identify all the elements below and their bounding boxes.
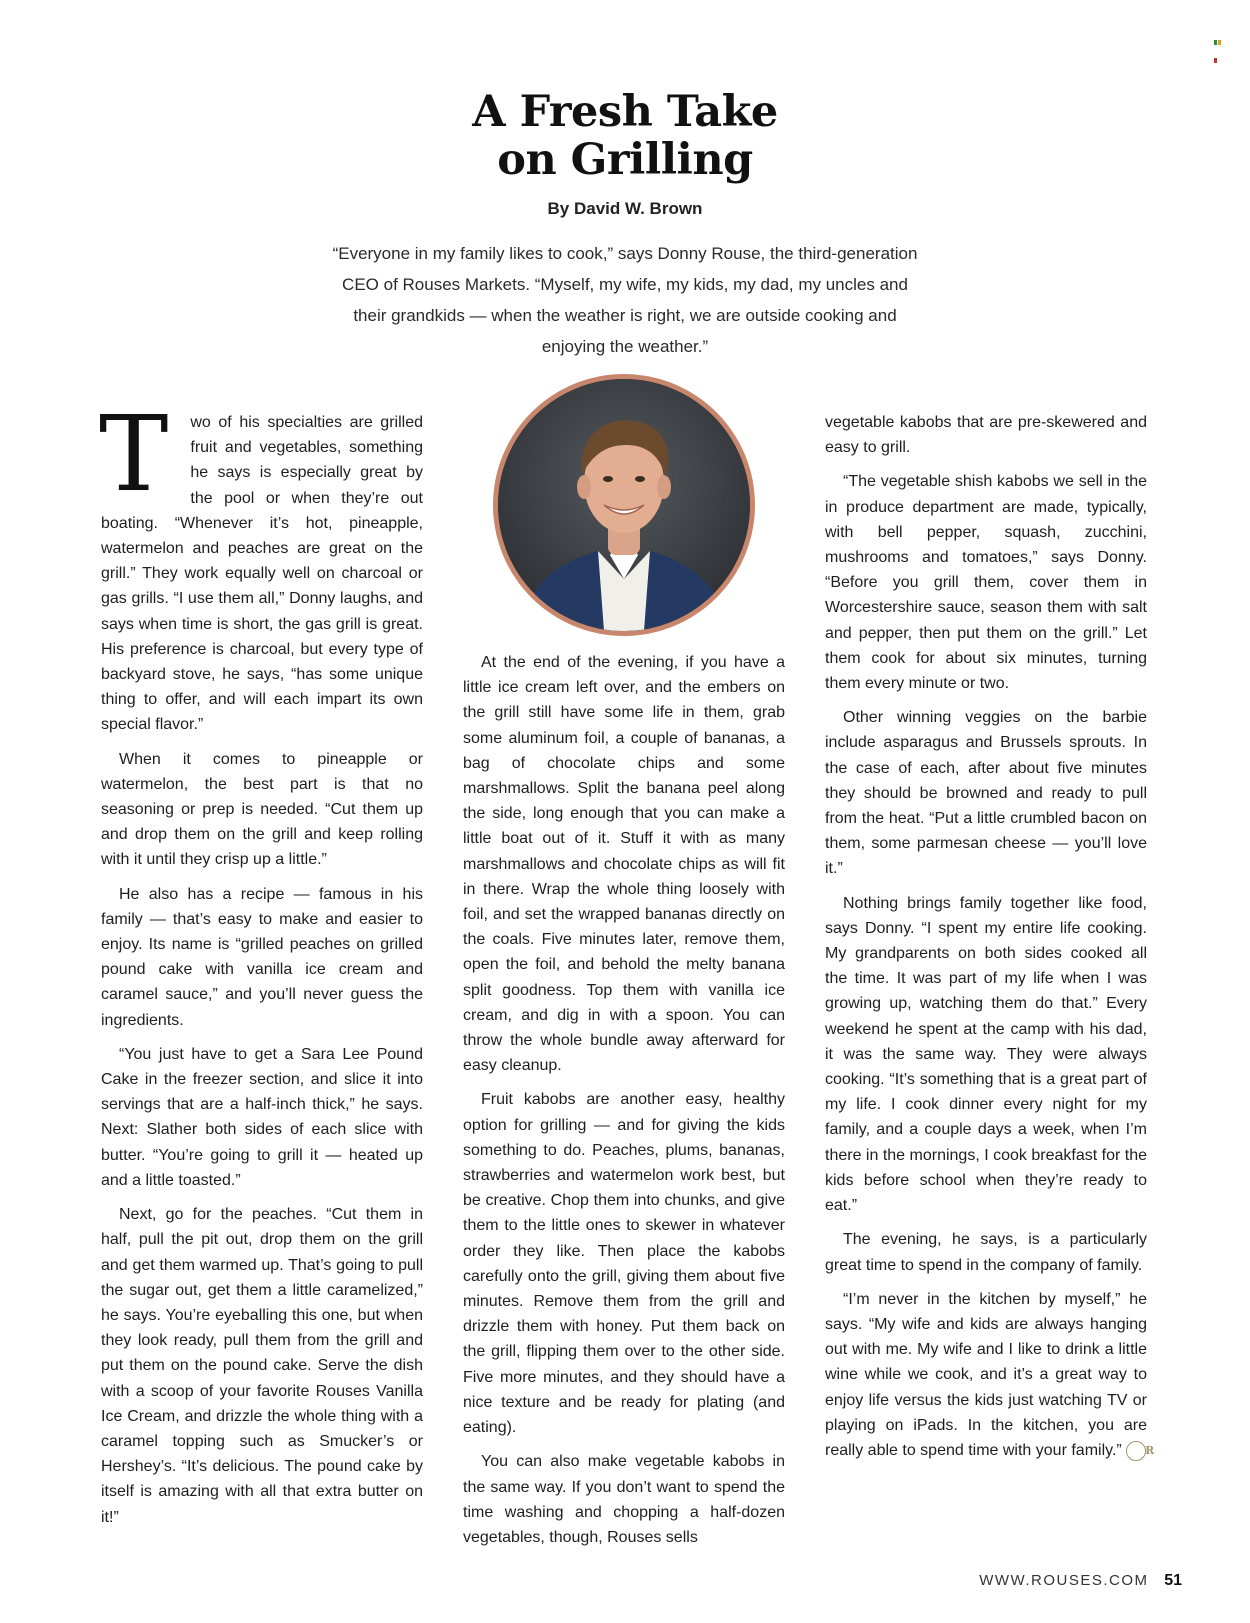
paragraph: “I’m never in the kitchen by myself,” he says. “My wife and kids are always hanging out with me. My wife and I like to drink a little wine while we cook, and it’s a great way to enjoy life versus the kids just watching TV or playing on iPads. In the kitchen, you are really able to spend time with your family.” R [825,1290,1155,1459]
footer-url: WWW.ROUSES.COM [979,1572,1149,1589]
page-number: 51 [1164,1572,1182,1589]
paragraph: At the end of the evening, if you have a little ice cream left over, and the embers on the grill still have some life in them, grab some aluminum foil, a couple of bananas, a bag of chocolate chips and some marshmallows. Split the banana peel along the side, long enough that you can make a little boat out of it. Stuff it with as many marshmallows and chocolate chips as will fit in there. Wrap the whole thing loosely with foil, and set the wrapped bananas directly on the coals. Five minutes later, remove them, open the foil, and behold the melty banana split goodness. Top them with vanilla ice cream, and dig in with a spoon. You can throw the whole bundle away afterward for easy cleanup. [463,654,785,1075]
paragraph: Nothing brings family together like food, says Donny. “I spent my entire life cooking. My grandparents on both sides cooked all the time. It was part of my life when I was growing up, watching them do that.” Every weekend he spent at the camp with his dad, it was the same way. They were always cooking. “It’s something that is a great part of my life. I cook dinner every night for my family, and a couple days a week, when I’m there in the mornings, I cook breakfast for the kids before school when they’re ready to eat.” [825,894,1147,1215]
corner-color-mark [1214,32,1224,38]
paragraph: “The vegetable shish kabobs we sell in the in produce department are made, typically, with bell pepper, squash, zucchini, mushrooms and tomatoes,” says Donny. “Before you grill them, cover them in Worcestershire sauce, season them with salt and pepper, then put them on the grill.” Let them cook for about six minutes, turning them every minute or two. [825,473,1147,693]
page-footer [979,1572,1182,1590]
article-title [0,88,1250,184]
column-2 [463,650,785,1559]
paragraph: When it comes to pineapple or watermelon, the best part is that no seasoning or prep is needed. “Cut them up and drop them on the grill and keep rolling with it until they crisp up a little.” [101,750,423,869]
column-3 [825,410,1155,1472]
portrait-photo-icon [498,379,750,631]
title-line-1: A Fresh Take [472,87,778,137]
drop-cap: T [99,393,169,515]
paragraph: T wo of his specialties are grilled fruit and vegetables, something he says is especially great by the pool or when they’re out boating. “Whenever it’s hot, pineapple, watermelon and peaches are great on the grill.” They work equally well on charcoal or gas grills. “I use them all,” Donny laughs, and says when time is short, the gas grill is great. His preference is charcoal, but every type of backyard stove, he says, “has some unique thing to offer, and will each impart its own special flavor.” [99,393,423,734]
paragraph: You can also make vegetable kabobs in the same way. If you don’t want to spend the time washing and chopping a half-dozen vegetables, though, Rouses sells [463,1453,785,1546]
paragraph: Fruit kabobs are another easy, healthy option for grilling — and for giving the kids something to do. Peaches, plums, bananas, strawberries and watermelon work best, but be creative. Chop them into chunks, and give them to the little ones to skewer in whatever order they like. Then place the kabobs carefully onto the grill, giving them about five minutes. Remove them from the grill and drizzle them with honey. Put them back on the grill, flipping them over to the other side. Five more minutes, and they should have a nice texture and be ready for plating (and eating). [463,1091,785,1437]
column-1 [99,393,423,1539]
portrait-frame [493,374,755,636]
paragraph: Next, go for the peaches. “Cut them in half, pull the pit out, drop them on the grill and get them warmed up. That’s going to pull the sugar out, get them a little caramelized,” he says. You’re eyeballing this one, but when they look ready, pull them from the grill and put them on the pound cake. Serve the dish with a scoop of your favorite Rouses Vanilla Ice Cream, and drizzle the whole thing with a caramel topping such as Smucker’s or Hershey’s. “It’s delicious. The pound cake by itself is amazing with all that extra butter on it!” [101,1206,423,1526]
paragraph: Other winning veggies on the barbie include asparagus and Brussels sprouts. In the case of each, after about five minutes they should be browned and ready to pull from the heat. “Put a little crumbled bacon on them, some parmesan cheese — you’ll love it.” [825,709,1147,878]
paragraph: He also has a recipe — famous in his family — that’s easy to make and easier to enjoy. Its name is “grilled peaches on grilled pound cake with vanilla ice cream and caramel sauce,” and you’ll never guess the ingredients. [101,885,423,1029]
byline: By David W. Brown [547,199,703,218]
paragraph: vegetable kabobs that are pre-skewered and easy to grill. [825,414,1147,457]
paragraph: “You just have to get a Sara Lee Pound Cake in the freezer section, and slice it into servings that are a half-inch thick,” he says. Next: Slather both sides of each slice with butter. “You’re going to grill it — heated up and a little toasted.” [101,1045,423,1189]
paragraph: The evening, he says, is a particularly great time to spend in the company of family. [825,1231,1147,1274]
rouses-end-mark-icon: R [1126,1441,1146,1461]
intro-paragraph: “Everyone in my family likes to cook,” says Donny Rouse, the third-generation CEO of Rouses Markets. “Myself, my wife, my kids, my dad, my uncles and their grandkids — when the weather is right, we are outside cooking and enjoying the weather.” [332,244,918,356]
title-line-2: on Grilling [497,135,753,185]
